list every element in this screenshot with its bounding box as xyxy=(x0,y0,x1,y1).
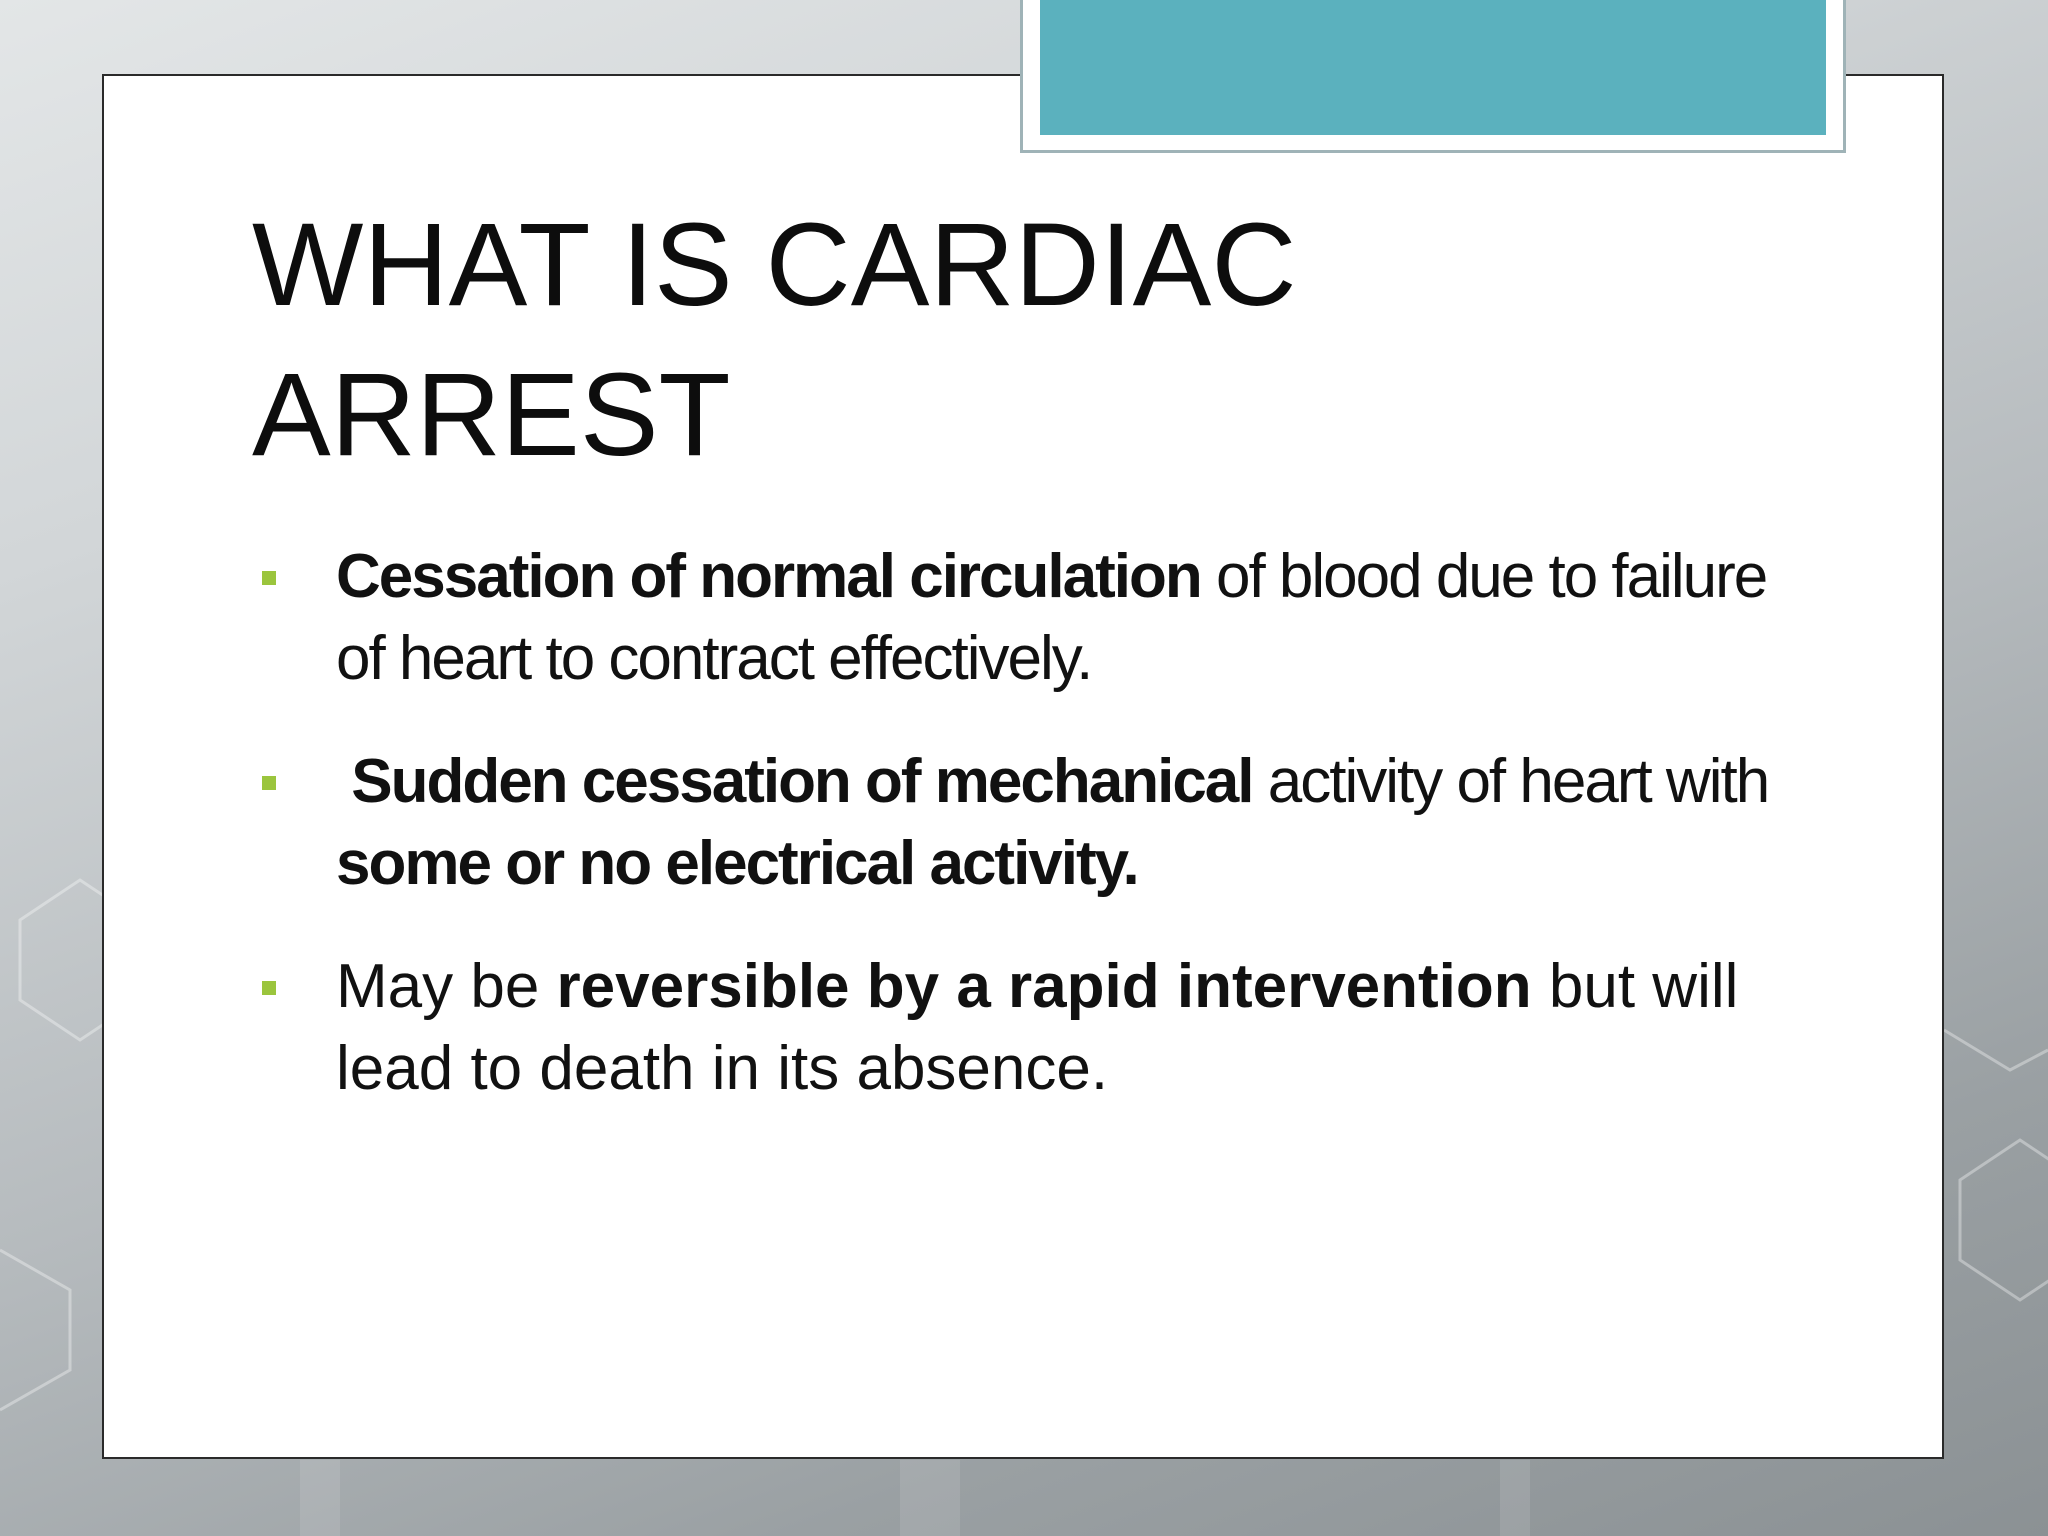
slide-title: WHAT IS CARDIAC ARREST xyxy=(252,199,1297,481)
accent-tab-fill xyxy=(1040,0,1826,135)
bullet-text: activity of heart with xyxy=(1252,747,1769,816)
bullet-item xyxy=(256,946,1776,1110)
bullet-bold-text: reversible by a rapid intervention xyxy=(556,952,1532,1021)
bullet-bold-text: some or no electrical activity. xyxy=(336,829,1138,898)
bullet-list xyxy=(256,536,1776,1151)
bullet-marker-icon xyxy=(262,776,276,790)
bullet-bold-text: Sudden cessation of mechanical xyxy=(351,747,1253,816)
bullet-bold-text: Cessation of normal circulation xyxy=(336,542,1201,611)
bullet-marker-icon xyxy=(262,571,276,585)
bullet-text: of blood due to failure of heart to contract effectively. xyxy=(336,542,1767,693)
bullet-item xyxy=(256,741,1776,905)
bullet-text: but will lead to death in its absence. xyxy=(336,952,1739,1103)
bullet-marker-icon xyxy=(262,981,276,995)
bullet-text: May be xyxy=(336,952,557,1021)
bullet-item xyxy=(256,536,1776,700)
